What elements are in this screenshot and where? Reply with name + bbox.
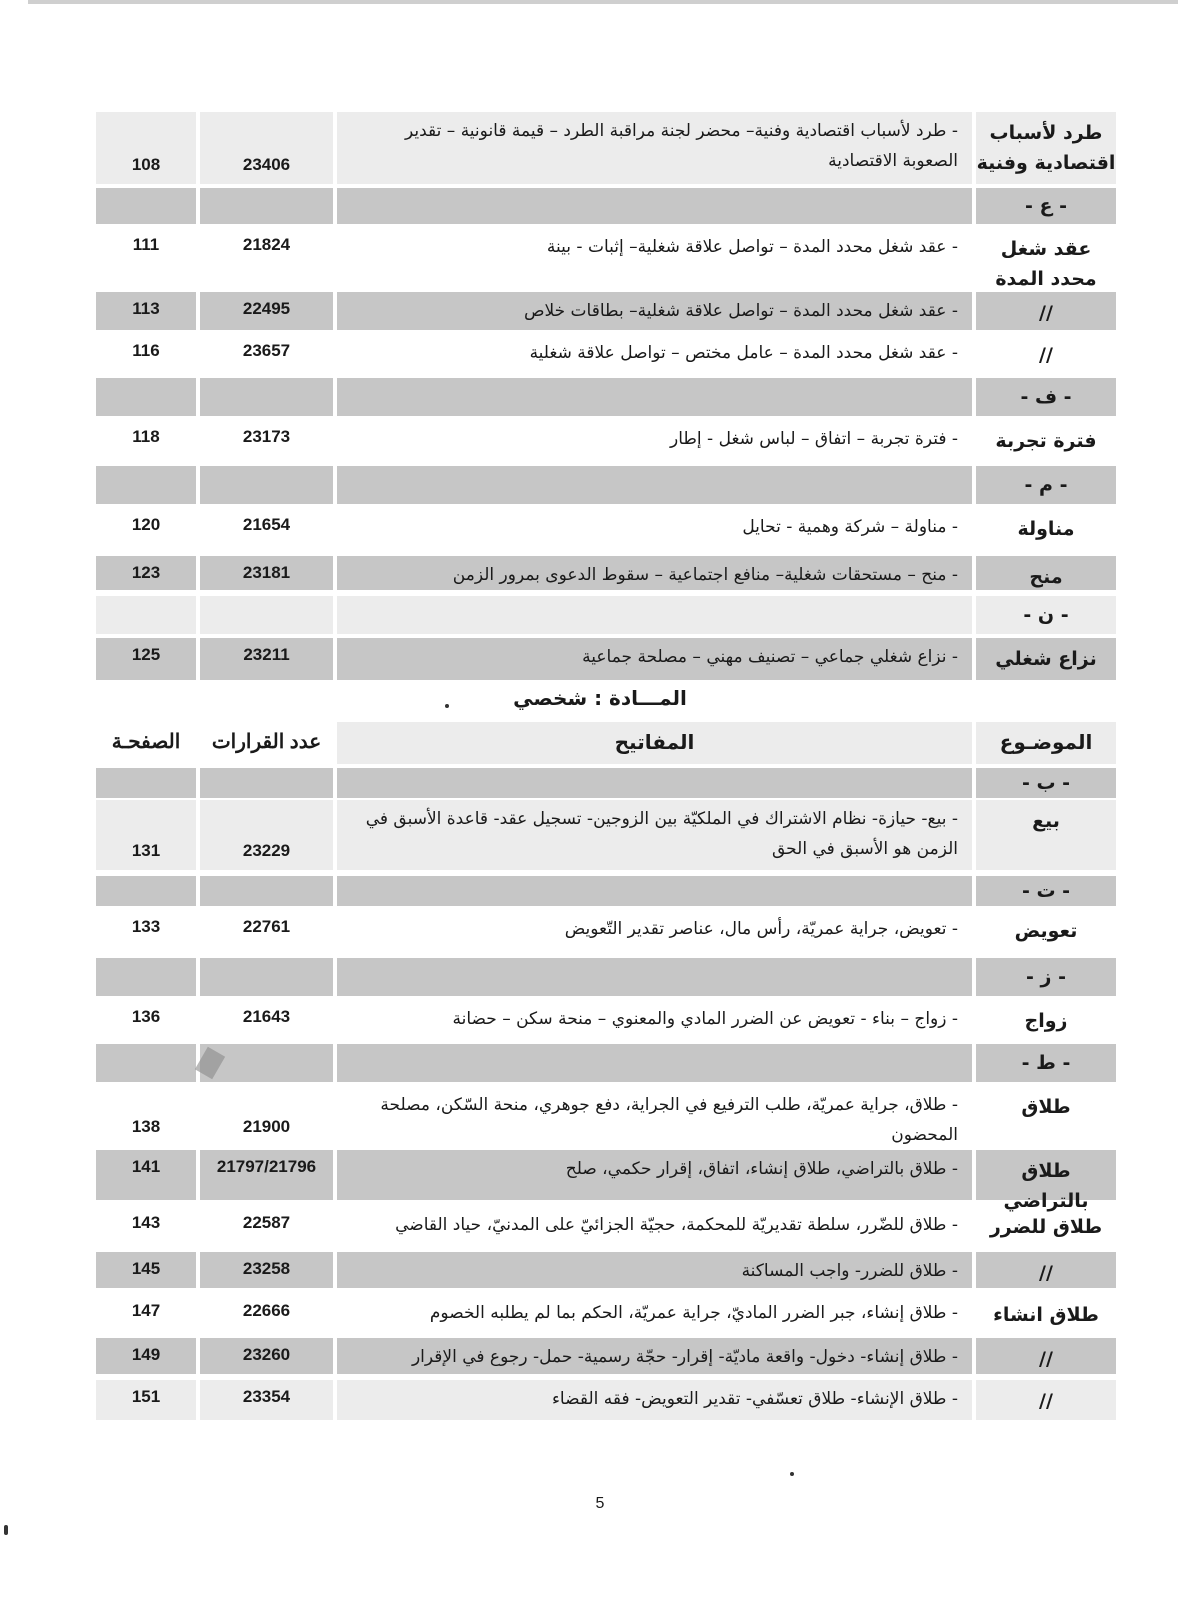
table-row xyxy=(96,508,1136,552)
page-ref: 120 xyxy=(131,515,161,534)
letter-divider-row xyxy=(96,958,1136,996)
decision-count: 22495 xyxy=(242,299,291,318)
keys-cell xyxy=(337,188,972,224)
table-row xyxy=(96,1206,1136,1256)
keys-cell xyxy=(337,466,972,504)
decision-count: 23354 xyxy=(242,1387,291,1406)
letter-divider-row xyxy=(96,466,1136,504)
decision-count: 23181 xyxy=(242,563,291,582)
table-row xyxy=(96,292,1136,330)
subject-cell: // xyxy=(976,1252,1116,1288)
keys-cell: - منح – مستحقات شغلية– منافع اجتماعية – سقوط الدعوى بمرور الزمن xyxy=(337,556,972,590)
page-cell xyxy=(96,800,196,870)
count-cell xyxy=(200,334,333,374)
table-header xyxy=(96,722,1136,764)
subject-cell: - ع - xyxy=(976,188,1116,224)
table-row xyxy=(96,800,1136,870)
speck xyxy=(790,1472,794,1476)
page-cell xyxy=(96,334,196,374)
subject-cell: طلاق بالتراضي xyxy=(976,1150,1116,1200)
page-cell xyxy=(96,420,196,464)
page-ref: 108 xyxy=(131,155,161,174)
decision-count: 23173 xyxy=(242,427,291,446)
page-cell xyxy=(96,1294,196,1334)
page-ref: 111 xyxy=(132,235,160,254)
keys-cell xyxy=(337,1044,972,1082)
keys-cell: - طرد لأسباب اقتصادية وفنية– محضر لجنة مراقبة الطرد – قيمة قانونية – تقدير الصعوبة الاقتصادية xyxy=(337,112,972,184)
page-cell xyxy=(96,228,196,288)
keys-cell: - فترة تجربة – اتفاق – لباس شغل - إطار xyxy=(669,429,958,449)
page-cell xyxy=(96,1252,196,1288)
keys-cell: - طلاق، جراية عمريّة، طلب الترفيع في الجراية، دفع جوهري، منحة السّكن، مصلحة المحضون xyxy=(380,1095,958,1145)
subject-cell: - ز - xyxy=(976,958,1116,996)
subject-cell: - ط - xyxy=(976,1044,1116,1082)
page-ref: 125 xyxy=(131,645,161,664)
table-row xyxy=(96,1086,1136,1146)
letter-divider-row xyxy=(96,1044,1136,1082)
letter-divider-row xyxy=(96,596,1136,634)
subject-cell: - ب - xyxy=(976,768,1116,798)
decision-count: 21900 xyxy=(242,1117,291,1136)
decision-count: 23260 xyxy=(242,1345,291,1364)
subject-cell: نزاع شغلي xyxy=(976,638,1116,680)
decision-count: 21654 xyxy=(242,515,291,534)
decision-count: 21797/21796 xyxy=(216,1157,317,1176)
decision-count: 21824 xyxy=(242,235,291,254)
count-cell xyxy=(200,1000,333,1038)
page-cell xyxy=(96,188,196,224)
page-ref: 113 xyxy=(132,299,160,318)
decision-count: 23229 xyxy=(242,841,291,860)
table-row xyxy=(96,1252,1136,1288)
subject-cell: عقد شغل محدد المدة xyxy=(995,238,1097,290)
subject-cell: طلاق انشاء xyxy=(993,1304,1099,1326)
keys-cell: - طلاق بالتراضي، طلاق إنشاء، اتفاق، إقرار حكمي، صلح xyxy=(337,1150,972,1200)
keys-cell: - طلاق الإنشاء- طلاق تعسّفي- تقدير التعويض- فقه القضاء xyxy=(337,1380,972,1420)
count-cell xyxy=(200,1086,333,1146)
count-cell xyxy=(200,958,333,996)
keys-cell xyxy=(337,768,972,798)
count-cell xyxy=(200,1380,333,1420)
subject-cell: - م - xyxy=(976,466,1116,504)
count-cell xyxy=(200,466,333,504)
page-cell xyxy=(96,292,196,330)
decision-count: 21643 xyxy=(242,1007,291,1026)
page-ref: 123 xyxy=(131,563,161,582)
keys-cell xyxy=(337,378,972,416)
page-cell xyxy=(96,958,196,996)
header-count: عدد القرارات xyxy=(211,731,322,753)
page-cell xyxy=(96,508,196,552)
decision-count: 23657 xyxy=(242,341,291,360)
count-cell xyxy=(200,876,333,906)
header-page: الصفحـة xyxy=(111,731,181,753)
keys-cell: - عقد شغل محدد المدة – تواصل علاقة شغلية– بطاقات خلاص xyxy=(337,292,972,330)
page-ref: 147 xyxy=(131,1301,161,1320)
letter-divider-row xyxy=(96,378,1136,416)
count-cell xyxy=(200,420,333,464)
subject-cell: زواج xyxy=(1024,1010,1068,1032)
page-ref: 145 xyxy=(131,1259,161,1278)
keys-cell: - طلاق للضرر- واجب المساكنة xyxy=(337,1252,972,1288)
speck xyxy=(4,1525,8,1535)
keys-cell: - مناولة – شركة وهمية - تحايل xyxy=(742,517,958,537)
count-cell xyxy=(200,228,333,288)
count-cell xyxy=(200,378,333,416)
keys-cell: - نزاع شغلي جماعي – تصنيف مهني – مصلحة جماعية xyxy=(337,638,972,680)
table-row xyxy=(96,1338,1136,1374)
count-cell xyxy=(200,638,333,680)
page-cell xyxy=(96,638,196,680)
keys-cell: - بيع- حيازة- نظام الاشتراك في الملكيّة بين الزوجين- تسجيل عقد- قاعدة الأسبق في الزمن هو الأسبق في الحق xyxy=(337,800,972,870)
page-cell xyxy=(96,1086,196,1146)
table-row xyxy=(96,1150,1136,1212)
keys-cell: - زواج – بناء - تعويض عن الضرر المادي والمعنوي – منحة سكن – حضانة xyxy=(452,1009,958,1029)
table-row xyxy=(96,556,1136,590)
page-cell xyxy=(96,596,196,634)
table-row xyxy=(96,910,1136,954)
count-cell xyxy=(200,292,333,330)
letter-divider-row xyxy=(96,768,1136,798)
count-cell xyxy=(200,800,333,870)
page-cell xyxy=(96,1206,196,1256)
subject-cell: - ت - xyxy=(976,876,1116,906)
keys-cell: - طلاق إنشاء، جبر الضرر الماديّ، جراية عمريّة، الحكم بما لم يطلبه الخصوم xyxy=(429,1303,958,1323)
table-row xyxy=(96,334,1136,374)
subject-cell: بيع xyxy=(976,800,1116,870)
keys-cell xyxy=(337,958,972,996)
subject-cell: // xyxy=(976,292,1116,330)
decision-count: 22587 xyxy=(242,1213,291,1232)
letter-divider-row xyxy=(96,876,1136,906)
page-cell xyxy=(96,112,196,184)
page-ref: 136 xyxy=(131,1007,161,1026)
subject-cell: طرد لأسباب اقتصادية وفنية xyxy=(976,112,1116,184)
page-ref: 118 xyxy=(132,427,160,446)
page-ref: 141 xyxy=(131,1157,161,1176)
subject-cell: // xyxy=(976,1338,1116,1374)
table-row xyxy=(96,420,1136,464)
count-cell xyxy=(200,596,333,634)
decision-count: 23258 xyxy=(242,1259,291,1278)
count-cell xyxy=(200,910,333,954)
subject-cell: // xyxy=(976,1380,1116,1420)
table-row xyxy=(96,1380,1136,1420)
subject-cell: مناولة xyxy=(1017,518,1075,540)
page-cell xyxy=(96,768,196,798)
decision-count: 23211 xyxy=(243,645,290,664)
keys-cell: - طلاق للضّرر، سلطة تقديريّة للمحكمة، حجيّة الجزائيّ على المدنيّ، حياد القاضي xyxy=(395,1215,958,1235)
page-cell xyxy=(96,910,196,954)
page-cell xyxy=(96,1380,196,1420)
letter-divider-row xyxy=(96,188,1136,224)
decision-count: 22666 xyxy=(242,1301,291,1320)
subject-cell: طلاق xyxy=(1021,1096,1071,1118)
count-cell xyxy=(200,112,333,184)
page-ref: 131 xyxy=(131,841,161,860)
page-cell xyxy=(96,466,196,504)
count-cell xyxy=(200,1150,333,1200)
page-cell xyxy=(96,1044,196,1082)
count-cell xyxy=(200,1206,333,1256)
count-cell xyxy=(200,1294,333,1334)
page-cell xyxy=(96,556,196,590)
keys-cell: - عقد شغل محدد المدة – تواصل علاقة شغلية– إثبات - بينة xyxy=(546,237,958,257)
page-ref: 133 xyxy=(131,917,161,936)
table-row xyxy=(96,638,1136,680)
table-row xyxy=(96,1000,1136,1038)
page-cell xyxy=(96,1150,196,1200)
section-title: المـــادة : شخصي xyxy=(513,686,687,710)
keys-cell: - تعويض، جراية عمريّة، رأس مال، عناصر تقدير التّعويض xyxy=(564,919,958,939)
subject-cell: - ف - xyxy=(976,378,1116,416)
page-ref: 151 xyxy=(131,1387,161,1406)
table-row xyxy=(96,112,1136,184)
keys-cell: - عقد شغل محدد المدة – عامل مختص – تواصل علاقة شغلية xyxy=(529,343,958,363)
header-subject: الموضـوع xyxy=(976,722,1116,764)
count-cell xyxy=(200,188,333,224)
keys-cell: - طلاق إنشاء- دخول- واقعة ماديّة- إقرار- حجّة رسمية- حمل- رجوع في الإقرار xyxy=(337,1338,972,1374)
page-cell xyxy=(96,1000,196,1038)
page-number: 5 xyxy=(595,1495,605,1512)
subject-cell: - ن - xyxy=(976,596,1116,634)
scan-edge-line xyxy=(28,0,1178,4)
subject-cell: تعويض xyxy=(1014,920,1078,942)
count-cell xyxy=(200,556,333,590)
count-cell xyxy=(200,508,333,552)
keys-cell xyxy=(337,596,972,634)
subject-cell: منح xyxy=(976,556,1116,590)
decision-count: 22761 xyxy=(242,917,291,936)
page-cell xyxy=(96,1338,196,1374)
count-cell xyxy=(200,1338,333,1374)
table-row xyxy=(96,228,1136,288)
page-ref: 143 xyxy=(131,1213,161,1232)
page-ref: 149 xyxy=(131,1345,161,1364)
count-cell xyxy=(200,768,333,798)
decision-count: 23406 xyxy=(242,155,291,174)
page-cell xyxy=(96,876,196,906)
page-ref: 116 xyxy=(132,341,160,360)
subject-cell: طلاق للضرر xyxy=(989,1216,1103,1238)
keys-cell xyxy=(337,876,972,906)
speck xyxy=(445,704,449,708)
page-ref: 138 xyxy=(131,1117,161,1136)
count-cell xyxy=(200,1252,333,1288)
header-keys: المفاتيح xyxy=(337,722,972,764)
subject-cell: فترة تجربة xyxy=(995,430,1097,452)
table-row xyxy=(96,1294,1136,1334)
page-cell xyxy=(96,378,196,416)
subject-cell: // xyxy=(1039,344,1053,366)
